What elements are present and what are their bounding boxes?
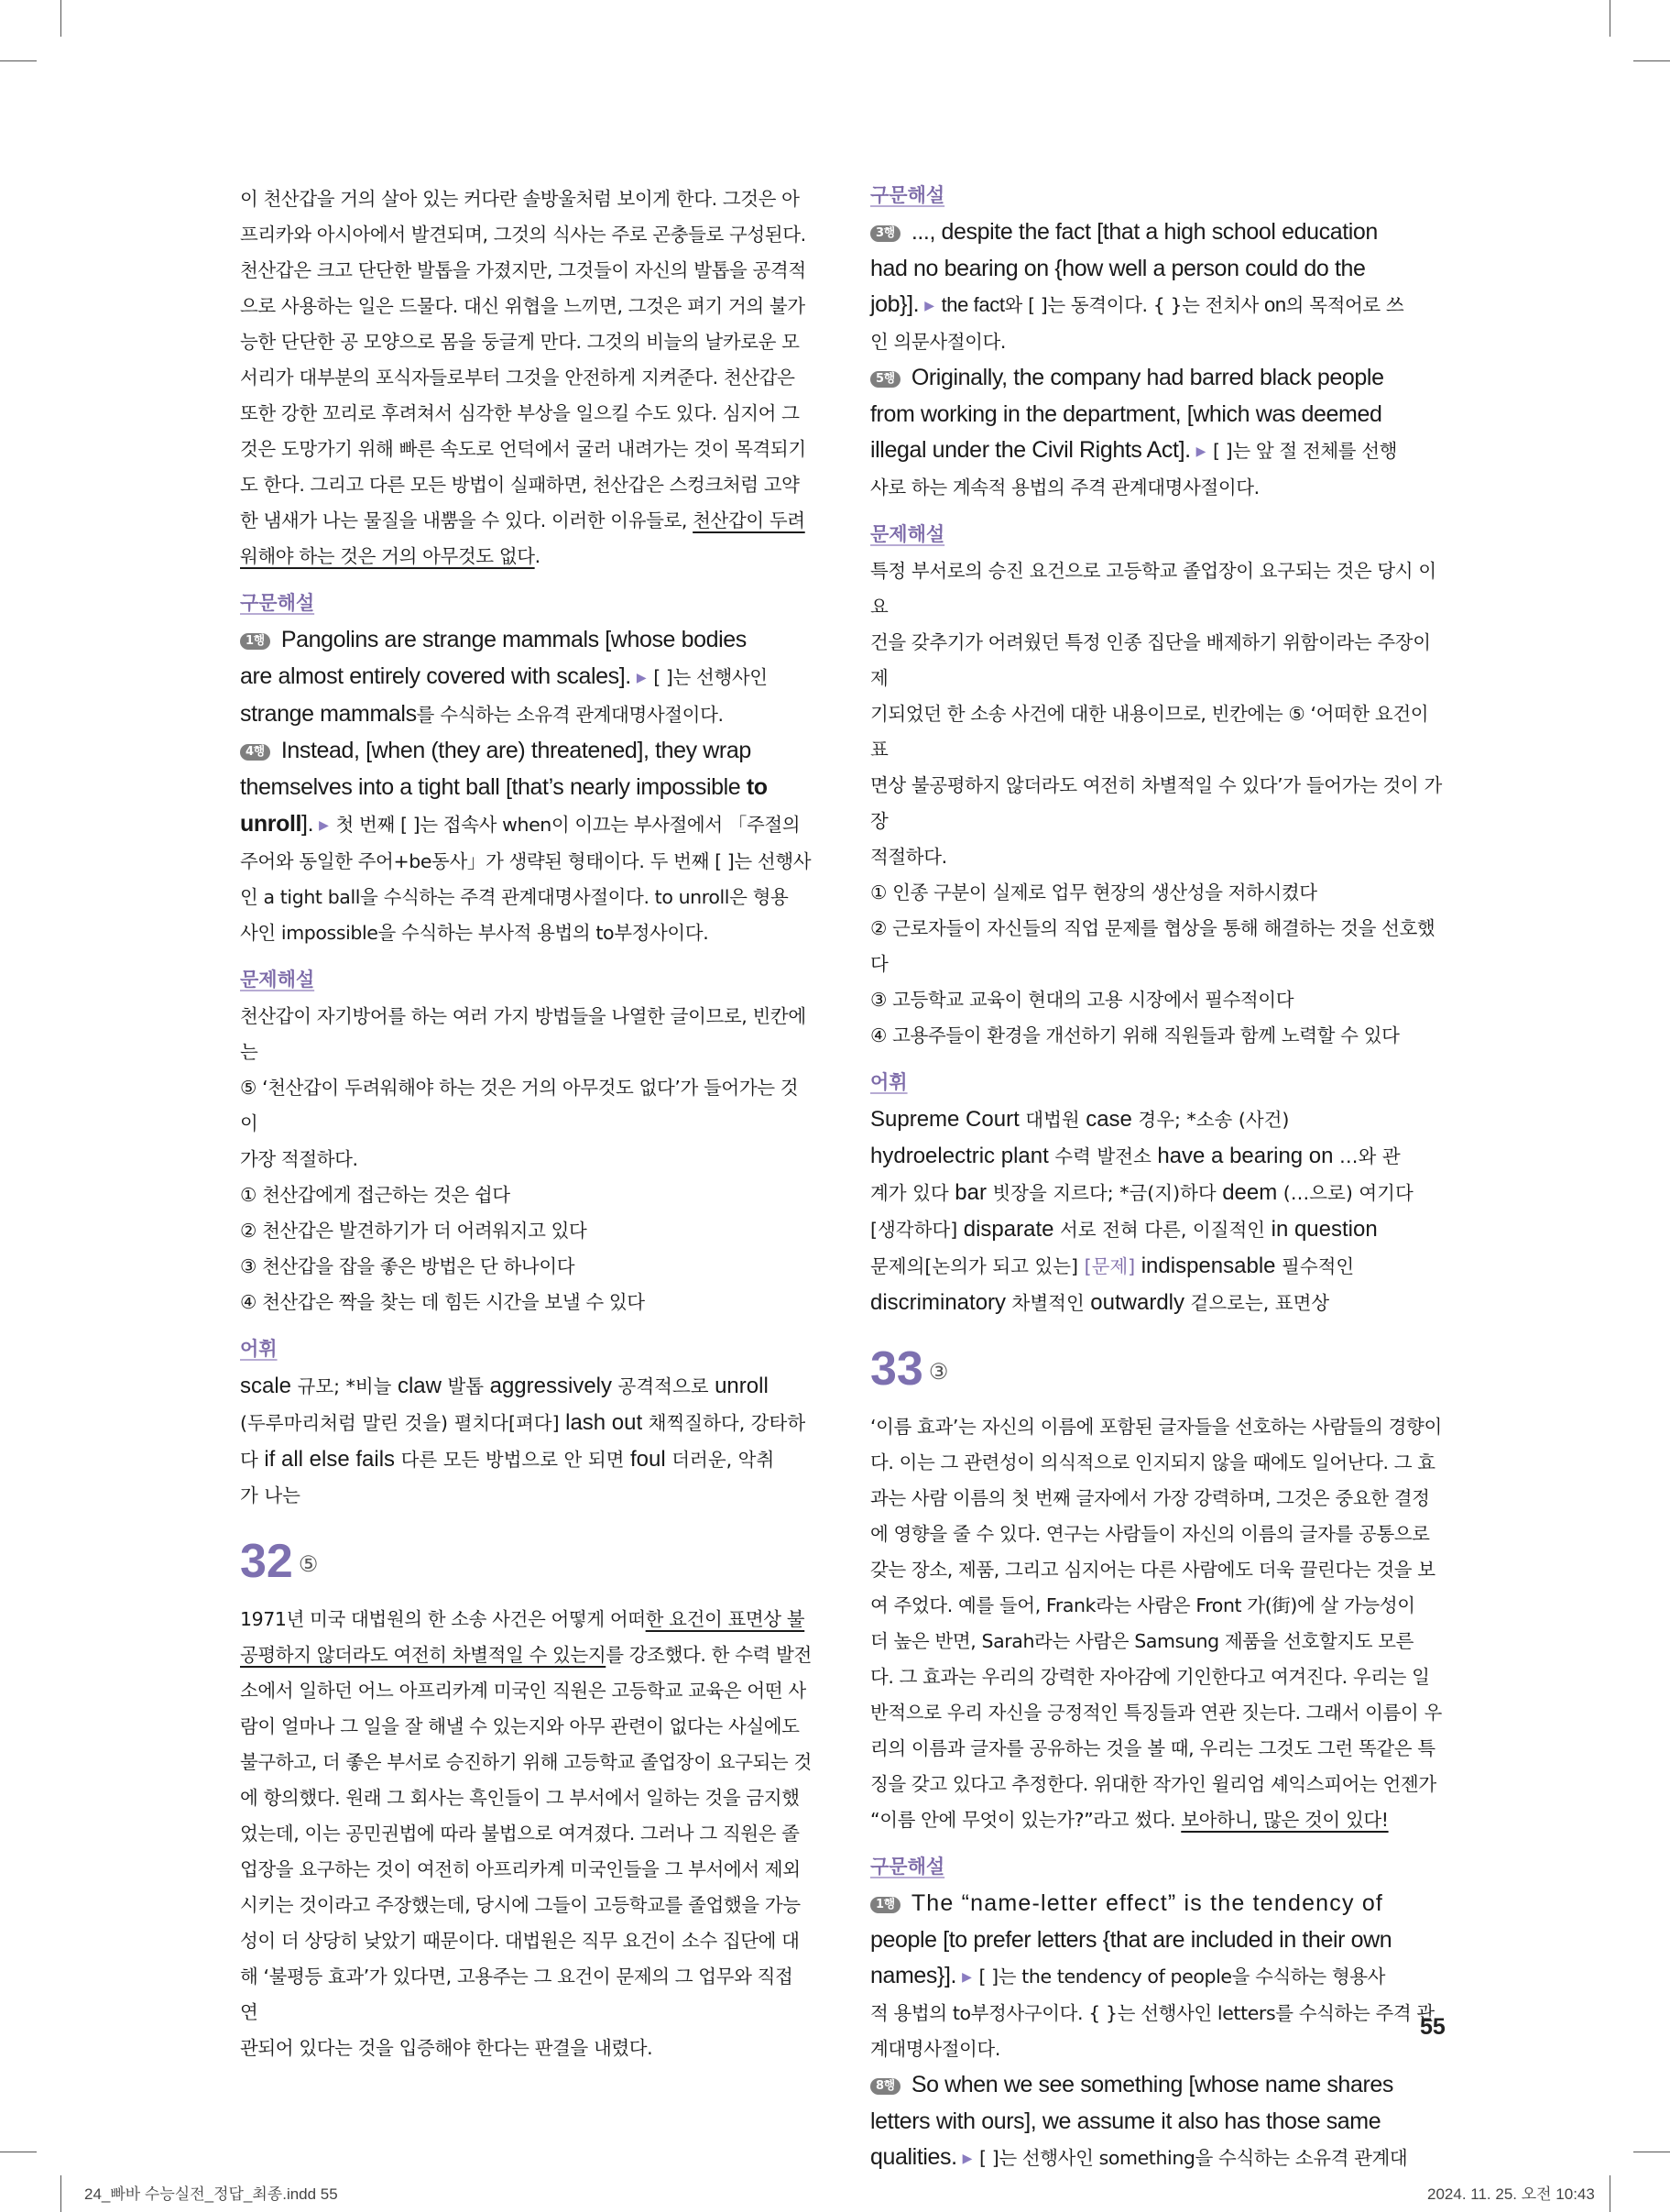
line-badge: 3행 [870, 225, 900, 242]
option-item: ③ 고등학교 교육이 현대의 고용 시장에서 필수적이다 [870, 989, 1294, 1011]
option-item: ② 천산갑은 발견하기가 더 어려워지고 있다 [240, 1220, 587, 1242]
vocab-line [870, 1175, 1445, 1211]
vocab-meaning: 계가 있다 [870, 1182, 955, 1204]
option-item: ③ 천산갑을 잡을 좋은 방법은 단 하나이다 [240, 1255, 575, 1277]
section-heading-munje: 문제해설 [870, 523, 945, 545]
english-sentence: Originally, the company had barred black people [911, 365, 1384, 390]
vocab-term: discriminatory [870, 1290, 1007, 1315]
vocab-meaning: …와 관 [1333, 1145, 1401, 1167]
vocab-term: claw [397, 1374, 442, 1398]
text-line [870, 2067, 1445, 2104]
question-number-text: 33 [870, 1342, 923, 1396]
bold-word: unroll [240, 811, 302, 837]
line-badge: 5행 [870, 371, 900, 388]
english-sentence: letters with ours], we assume it also has those same [870, 2108, 1381, 2134]
vocab-meaning: 수력 발전소 [1048, 1145, 1158, 1167]
text-line: 적절하다. [870, 846, 947, 868]
line-badge: 8행 [870, 2078, 900, 2095]
vocab-meaning: 가 나는 [240, 1484, 300, 1506]
text-line: 람이 얼마나 그 일을 잘 해낼 수 있는지와 아무 관련이 없다는 사실에도 [240, 1715, 800, 1737]
text-line [240, 1602, 814, 1637]
section-heading-eohwi: 어휘 [870, 1071, 908, 1093]
text-line: 업장을 요구하는 것이 여전히 아프리카계 미국인들을 그 부서에서 제외 [240, 1858, 801, 1880]
question-number-text: 32 [240, 1535, 293, 1588]
english-sentence: are almost entirely covered with scales]. [240, 663, 631, 689]
answer-underline: 워해야 하는 것은 거의 아무것도 없다 [240, 545, 535, 567]
answer-mark: ⑤ [298, 1552, 319, 1577]
text-line: 인 a tight ball을 수식하는 주격 관계대명사절이다. to unroll은 형용 [240, 886, 789, 908]
answer-underline: 한 요건이 표면상 불 [645, 1608, 805, 1630]
text-line [240, 622, 814, 659]
syntax-note-4 [240, 733, 814, 951]
text-line: 반적으로 우리 자신을 긍정적인 특징들과 연관 짓는다. 그래서 이름이 우 [870, 1702, 1442, 1724]
text-line: ⑤ ‘천산갑이 두려워해야 하는 것은 거의 아무것도 없다’가 들어가는 것이 [240, 1077, 799, 1134]
vocab-meaning: 더러운, 악취 [665, 1449, 775, 1471]
left-column [240, 181, 814, 2066]
q33-translation [870, 1409, 1445, 1838]
vocab-term: case [1086, 1107, 1132, 1132]
q32-translation [240, 1602, 814, 2066]
vocab-line [240, 1441, 814, 1478]
problem-explanation [240, 999, 814, 1320]
vocab-term: lash out [565, 1410, 643, 1435]
section-heading-gumun: 구문해설 [870, 1856, 945, 1878]
vocab-meaning: [생각하다] [870, 1219, 964, 1241]
vocab-meaning: 다 [240, 1449, 265, 1471]
crop-mark [0, 60, 37, 61]
text-line: 능한 단단한 공 모양으로 몸을 둥글게 만다. 그것의 비늘의 날카로운 모 [240, 331, 800, 353]
text-line: 다. 이는 그 관련성이 의식적으로 인지되지 않을 때에도 일어난다. 그 효 [870, 1451, 1435, 1473]
triangle-icon: ▶ [636, 671, 647, 685]
answer-underline: 천산갑이 두려 [693, 509, 805, 531]
option-item: ① 천산갑에게 접근하는 것은 쉽다 [240, 1184, 510, 1206]
vocab-meaning: 대법원 [1019, 1109, 1086, 1131]
text-span: 의 목적어로 쓰 [1285, 294, 1404, 316]
vocab-meaning: (…으로) 여기다 [1277, 1182, 1413, 1204]
triangle-icon: ▶ [962, 2152, 973, 2166]
text-line [240, 503, 814, 539]
intro-translation [240, 181, 814, 575]
text-line: ‘이름 효과’는 자신의 이름에 포함된 글자들을 선호하는 사람들의 경향이 [870, 1416, 1442, 1438]
text-line: 천산갑이 자기방어를 하는 여러 가지 방법들을 나열한 글이므로, 빈칸에는 [240, 1005, 806, 1063]
vocabulary-list [240, 1368, 814, 1514]
problem-explanation [870, 553, 1445, 1054]
text-line: 에 영향을 줄 수 있다. 연구는 사람들이 자신의 이름의 글자를 공통으로 [870, 1523, 1430, 1545]
text-line: 여 주었다. 예를 들어, Frank라는 사람은 Front 가(街)에 살 가능성이 [870, 1594, 1415, 1616]
vocab-line [870, 1248, 1445, 1285]
english-sentence: Instead, [when (they are) threatened], they wrap [280, 738, 751, 763]
vocab-meaning: 채찍질하다, 강타하 [642, 1412, 806, 1434]
bold-word: to [746, 774, 768, 800]
section-heading-gumun: 구문해설 [870, 184, 945, 206]
text-line: 사로 하는 계속적 용법의 주격 관계대명사절이다. [870, 476, 1260, 498]
text-line: 성이 더 상당히 낮았기 때문이다. 대법원은 직무 요건이 소수 집단에 대 [240, 1930, 800, 1952]
text-span: ]. [301, 811, 314, 837]
text-line [870, 433, 1445, 470]
text-line [870, 287, 1445, 324]
vocab-term: Supreme Court [870, 1107, 1020, 1132]
vocab-meaning: 발톱 [441, 1375, 490, 1397]
vocab-line [240, 1405, 814, 1441]
text-line: 적 용법의 to부정사구이다. { }는 선행사인 letters를 수식하는 주격 관 [870, 2002, 1435, 2024]
english-sentence: Pangolins are strange mammals [whose bodies [280, 627, 747, 652]
right-column [870, 181, 1445, 2177]
vocab-term: in question [1271, 1217, 1378, 1242]
text-line: 관되어 있다는 것을 입증해야 한다는 판결을 내렸다. [240, 2037, 653, 2059]
text-line: 갖는 장소, 제품, 그리고 심지어는 다른 사람에도 더욱 끌린다는 것을 보 [870, 1559, 1435, 1581]
english-sentence: job}]. [870, 291, 920, 317]
vocab-meaning: 서로 전혀 다른, 이질적인 [1053, 1219, 1272, 1241]
vocab-line [240, 1368, 814, 1405]
vocab-line [870, 1101, 1445, 1138]
english-sentence: themselves into a tight ball [that’s nearly impossible [240, 774, 747, 800]
option-item: ② 근로자들이 자신들의 직업 문제를 협상을 통해 해결하는 것을 선호했다 [870, 917, 1435, 975]
text-line: 가장 적절하다. [240, 1148, 358, 1170]
text-span: [ ]는 선행사인 [653, 666, 768, 688]
text-line: 에 항의했다. 원래 그 회사는 흑인들이 그 부서에서 일하는 것을 금지했 [240, 1787, 800, 1809]
vocab-meaning: 차별적인 [1006, 1292, 1091, 1314]
english-sentence: strange mammals [240, 701, 417, 727]
text-line: 었는데, 이는 공민권법에 따라 불법으로 여겨졌다. 그러나 그 직원은 졸 [240, 1823, 800, 1845]
text-line: 프리카와 아시아에서 발견되며, 그것의 식사는 주로 곤충들로 구성된다. [240, 224, 806, 246]
english-sentence: people [to prefer letters {that are included in their own [870, 1927, 1392, 1953]
text-line: 특정 부서로의 승진 요건으로 고등학교 졸업장이 요구되는 것은 당시 이 요 [870, 560, 1436, 618]
text-line [240, 1637, 814, 1673]
text-span: [ ]는 the tendency of people을 수식하는 형용사 [978, 1966, 1386, 1988]
text-line: 서리가 대부분의 포식자들로부터 그것을 안전하게 지켜준다. 천산갑은 [240, 367, 795, 389]
crop-mark [60, 2175, 61, 2212]
footer-timestamp: 2024. 11. 25. 오전 10:43 [1427, 2185, 1595, 2203]
answer-underline: 공평하지 않더라도 여전히 차별적일 수 있는지 [240, 1644, 606, 1666]
text-line [240, 806, 814, 844]
page-number: 55 [1420, 2014, 1446, 2040]
triangle-icon: ▶ [962, 1970, 972, 1985]
vocab-term: bar [955, 1180, 987, 1205]
text-span: . [534, 545, 540, 567]
vocab-meaning: 경우; *소송 (사건) [1131, 1109, 1290, 1131]
vocab-line [870, 1138, 1445, 1175]
option-item: ④ 고용주들이 환경을 개선하기 위해 직원들과 함께 노력할 수 있다 [870, 1024, 1400, 1046]
vocab-tag: [문제] [1084, 1255, 1136, 1277]
text-span: 를 수식하는 소유격 관계대명사절이다. [416, 704, 724, 726]
text-line [240, 770, 814, 806]
option-item: ④ 천산갑은 짝을 찾는 데 힘든 시간을 보낼 수 있다 [240, 1291, 645, 1313]
text-line: 또한 강한 꼬리로 후려쳐서 심각한 부상을 일으킬 수도 있다. 심지어 그 [240, 402, 800, 424]
question-number [240, 1534, 814, 1593]
english-sentence: The “name-letter effect” is the tendency of [911, 1890, 1384, 1916]
text-line: 징을 갖고 있다고 추정한다. 위대한 작가인 윌리엄 셰익스피어는 언젠가 [870, 1773, 1436, 1795]
section-heading-gumun: 구문해설 [240, 592, 315, 614]
english-sentence: So when we see something [whose name shares [911, 2072, 1393, 2097]
vocab-term: hydroelectric plant [870, 1144, 1049, 1168]
text-line: 시키는 것이라고 주장했는데, 당시에 그들이 고등학교를 졸업했을 가능 [240, 1894, 801, 1916]
question-number [870, 1341, 1445, 1400]
syntax-note-8 [870, 2067, 1445, 2177]
syntax-note-5 [870, 360, 1445, 506]
vocab-term: disparate [963, 1217, 1054, 1242]
section-heading-munje: 문제해설 [240, 969, 315, 991]
line-badge: 1행 [240, 633, 270, 650]
vocabulary-list [870, 1101, 1445, 1321]
vocab-meaning: 빗장을 지르다; *금(지)하다 [986, 1182, 1223, 1204]
text-span: [ ]는 앞 절 전체를 선행 [1213, 440, 1398, 462]
answer-mark: ③ [928, 1360, 949, 1385]
text-line [870, 2140, 1445, 2177]
vocab-term: aggressively [489, 1374, 613, 1398]
vocab-line [870, 1211, 1445, 1248]
english-sentence: had no bearing on {how well a person could do the [870, 256, 1366, 281]
text-line: 천산갑은 크고 단단한 발톱을 가졌지만, 그것들이 자신의 발톱을 공격적 [240, 259, 806, 281]
text-line: 계대명사절이다. [870, 2038, 1000, 2060]
text-line: 해 ‘불평등 효과’가 있다면, 고용주는 그 요건이 문제의 그 업무와 직접 연 [240, 1966, 793, 2023]
text-line: 면상 불공평하지 않더라도 여전히 차별적일 수 있다’가 들어가는 것이 가장 [870, 774, 1442, 832]
text-line: 도 한다. 그리고 다른 모든 방법이 실패하면, 천산갑은 스컹크처럼 고약 [240, 474, 800, 496]
text-line [240, 659, 814, 696]
text-span: “이름 안에 무엇이 있는가?”라고 썼다. [870, 1809, 1182, 1831]
option-item: ① 인종 구분이 실제로 업무 현장의 생산성을 저하시켰다 [870, 882, 1317, 903]
english-sentence: ..., despite the fact [that a high school education [911, 219, 1378, 245]
english-sentence: from working in the department, [which was deemed [870, 401, 1382, 427]
vocab-term: deem [1222, 1180, 1278, 1205]
crop-mark [60, 0, 61, 37]
vocab-meaning: 문제의[논의가 되고 있는] [870, 1255, 1085, 1277]
vocab-meaning: 필수적인 [1275, 1255, 1355, 1277]
text-line: 소에서 일하던 어느 아프리카계 미국인 직원은 고등학교 교육은 어떤 사 [240, 1680, 806, 1702]
syntax-note-3 [870, 214, 1445, 360]
vocab-line [870, 1285, 1445, 1321]
text-span: 를 강조했다. 한 수력 발전 [606, 1644, 812, 1666]
line-badge: 4행 [240, 744, 270, 761]
text-line: 불구하고, 더 좋은 부서로 승진하기 위해 고등학교 졸업장이 요구되는 것 [240, 1751, 812, 1773]
vocab-meaning: 공격적으로 [612, 1375, 715, 1397]
answer-underline: 보아하니, 많은 것이 있다! [1181, 1809, 1389, 1831]
triangle-icon: ▶ [1195, 444, 1206, 459]
vocab-term: have a bearing on [1157, 1144, 1334, 1168]
crop-mark [1633, 60, 1670, 61]
text-line [870, 1886, 1445, 1922]
text-span: 첫 번째 [ ]는 접속사 when이 이끄는 부사절에서 「주절의 [335, 814, 801, 836]
text-line: 것은 도망가기 위해 빠른 속도로 언덕에서 굴러 내려가는 것이 목격되기 [240, 438, 806, 460]
text-line [240, 696, 814, 733]
vocab-meaning: 규모; *비늘 [291, 1375, 398, 1397]
text-line: 다. 그 효과는 우리의 강력한 자아감에 기인한다고 여겨진다. 우리는 일 [870, 1666, 1430, 1688]
text-line: 리의 이름과 글자를 공유하는 것을 볼 때, 우리는 그것도 그런 똑같은 특 [870, 1737, 1435, 1759]
text-line [870, 214, 1445, 251]
vocab-term: if all else fails [264, 1447, 396, 1472]
text-span: [ ]는 선행사인 something을 수식하는 소유격 관계대 [979, 2147, 1408, 2169]
english-sentence: illegal under the Civil Rights Act]. [870, 437, 1191, 463]
vocab-term: unroll [715, 1374, 769, 1398]
footer-filename: 24_빠바 수능실전_정답_최종.indd 55 [84, 2185, 338, 2203]
vocab-term: indispensable [1141, 1254, 1276, 1278]
english-sentence: qualities. [870, 2144, 957, 2170]
text-line [240, 539, 814, 575]
text-line [870, 1958, 1445, 1996]
triangle-icon: ▶ [924, 299, 934, 313]
text-line [870, 360, 1445, 397]
vocab-meaning: (두루마리처럼 말린 것을) 펼치다[펴다] [240, 1412, 566, 1434]
english-word: on [1264, 293, 1286, 316]
text-span: 와 [ ]는 동격이다. { }는 전치사 [1004, 294, 1264, 316]
english-word: the fact [941, 293, 1005, 316]
text-line [870, 1802, 1445, 1838]
english-sentence: names}]. [870, 1963, 957, 1988]
syntax-note-1 [240, 622, 814, 733]
text-line: 인 의문사절이다. [870, 331, 1007, 353]
text-line: 사인 impossible을 수식하는 부사적 용법의 to부정사이다. [240, 922, 709, 944]
vocab-term: outwardly [1090, 1290, 1184, 1315]
line-badge: 1행 [870, 1897, 900, 1913]
vocab-meaning: 겉으로는, 표면상 [1184, 1292, 1330, 1314]
text-line: 과는 사람 이름의 첫 번째 글자에서 가장 강력하며, 그것은 중요한 결정 [870, 1487, 1430, 1509]
text-line: 더 높은 반면, Sarah라는 사람은 Samsung 제품을 선호할지도 모른 [870, 1630, 1414, 1652]
text-line [240, 733, 814, 770]
text-span: 1971년 미국 대법원의 한 소송 사건은 어떻게 어떠 [240, 1608, 646, 1630]
text-line: 이 천산갑을 거의 살아 있는 커다란 솔방울처럼 보이게 한다. 그것은 아 [240, 188, 800, 210]
text-line: 으로 사용하는 일은 드물다. 대신 위협을 느끼면, 그것은 펴기 거의 불가 [240, 295, 805, 317]
text-span: 한 냄새가 나는 물질을 내뿜을 수 있다. 이러한 이유들로, [240, 509, 693, 531]
vocab-line [240, 1478, 814, 1514]
text-line: 주어와 동일한 주어+be동사」가 생략된 형태이다. 두 번째 [ ]는 선행사 [240, 850, 812, 872]
vocab-meaning: 다른 모든 방법으로 안 되면 [395, 1449, 630, 1471]
text-line: 기되었던 한 소송 사건에 대한 내용이므로, 빈칸에는 ⑤ ‘어떠한 요건이 표 [870, 703, 1429, 761]
section-heading-eohwi: 어휘 [240, 1338, 278, 1360]
text-line: 건을 갖추기가 어려웠던 특정 인종 집단을 배제하기 위함이라는 주장이 제 [870, 631, 1431, 689]
triangle-icon: ▶ [319, 818, 329, 833]
vocab-term: foul [630, 1447, 666, 1472]
vocab-term: scale [240, 1374, 292, 1398]
syntax-note-1b [870, 1886, 1445, 2067]
